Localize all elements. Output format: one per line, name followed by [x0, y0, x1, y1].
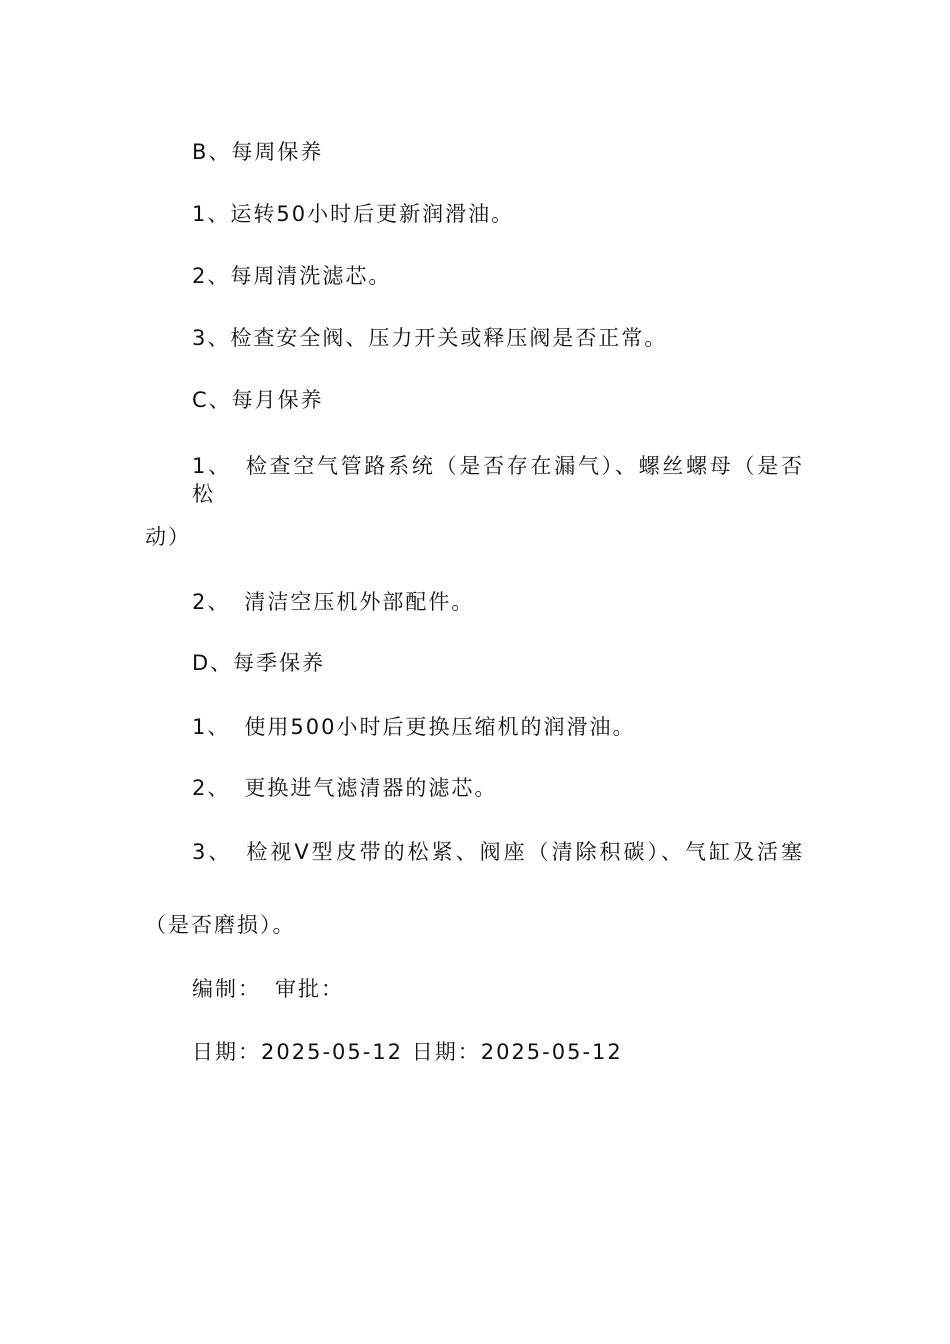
approved-by-label: 审批： — [275, 977, 344, 1001]
weekly-item-3: 3、检查安全阀、压力开关或释压阀是否正常。 — [192, 326, 668, 350]
quarterly-item-3-continuation: （是否磨损）。 — [145, 913, 296, 937]
monthly-item-1-number: 1、 — [192, 454, 232, 478]
quarterly-item-1 — [192, 713, 635, 741]
section-heading-monthly: C、每月保养 — [192, 388, 324, 412]
prepared-by-label: 编制： — [192, 977, 261, 1001]
quarterly-item-3-number: 3、 — [192, 840, 233, 864]
monthly-item-1-text: 检查空气管路系统（是否存在漏气）、螺丝螺母（是否松 — [192, 454, 804, 506]
quarterly-item-1-text: 使用500小时后更换压缩机的润滑油。 — [244, 715, 636, 739]
quarterly-item-3 — [192, 838, 804, 866]
monthly-item-1-continuation: 动） — [145, 525, 191, 549]
weekly-item-2: 2、每周清洗滤芯。 — [192, 264, 392, 288]
quarterly-item-2-number: 2、 — [192, 776, 231, 800]
signoff-roles — [192, 975, 344, 1003]
quarterly-item-2-text: 更换进气滤清器的滤芯。 — [244, 776, 498, 800]
section-heading-quarterly: D、每季保养 — [192, 651, 326, 675]
monthly-item-2-text: 清洁空压机外部配件。 — [244, 590, 475, 614]
monthly-item-2 — [192, 588, 474, 616]
section-heading-weekly: B、每周保养 — [192, 140, 324, 164]
quarterly-item-3-text: 检视V型皮带的松紧、阀座（清除积碳）、气缸及活塞 — [246, 840, 804, 864]
quarterly-item-2 — [192, 774, 497, 802]
weekly-item-1: 1、运转50小时后更新润滑油。 — [192, 202, 515, 226]
signoff-dates: 日期：2025-05-12 日期：2025-05-12 — [192, 1040, 623, 1064]
monthly-item-1 — [192, 452, 804, 508]
quarterly-item-1-number: 1、 — [192, 715, 231, 739]
monthly-item-2-number: 2、 — [192, 590, 231, 614]
